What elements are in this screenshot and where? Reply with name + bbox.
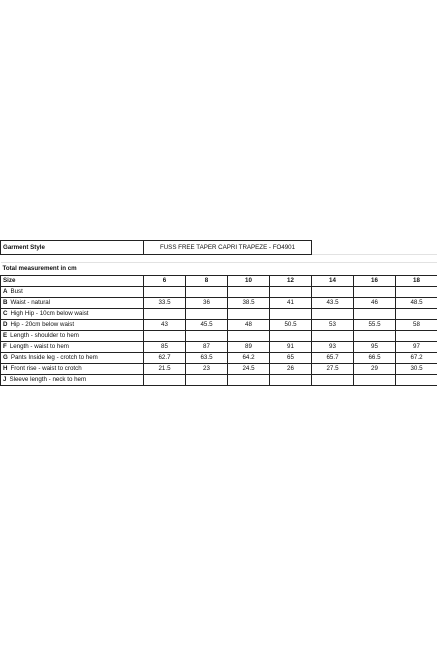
measurement-value: 64.2 (228, 352, 270, 363)
measurement-value: 41 (270, 297, 312, 308)
measurement-name: Waist - natural (10, 299, 51, 306)
measurement-value: 85 (144, 341, 186, 352)
measurement-value: 30.5 (396, 363, 437, 374)
size-header-cell: 14 (312, 275, 354, 286)
measurement-value (396, 286, 437, 297)
measurement-value: 24.5 (228, 363, 270, 374)
measurement-value: 48.5 (396, 297, 437, 308)
measurement-value (354, 308, 396, 319)
measurement-value: 33.5 (144, 297, 186, 308)
measurement-value: 93 (312, 341, 354, 352)
measurement-value (396, 330, 437, 341)
measurement-value (186, 330, 228, 341)
measurement-label (1, 297, 144, 308)
measurement-value (396, 308, 437, 319)
measurement-name: Pants Inside leg - crotch to hem (10, 354, 98, 361)
size-header-row (1, 275, 437, 286)
table-row (1, 330, 437, 341)
measurement-label (1, 363, 144, 374)
measurement-value: 65 (270, 352, 312, 363)
measurement-value (186, 374, 228, 385)
garment-style-value: FUSS FREE TAPER CAPRI TRAPEZE - FO4901 (144, 241, 312, 255)
measurement-value (228, 374, 270, 385)
section-title: Total measurement in cm (2, 265, 77, 273)
measurement-table (0, 275, 437, 386)
measurement-value: 53 (312, 319, 354, 330)
table-row (1, 352, 437, 363)
measurement-letter: G (3, 354, 8, 361)
measurement-value: 62.7 (144, 352, 186, 363)
measurement-letter: C (3, 310, 8, 317)
measurement-letter: H (3, 365, 8, 372)
measurement-label (1, 286, 144, 297)
measurement-rows (1, 286, 437, 385)
measurement-value: 65.7 (312, 352, 354, 363)
table-row (1, 308, 437, 319)
measurement-label (1, 319, 144, 330)
garment-style-row (1, 241, 437, 255)
measurement-letter: B (3, 299, 8, 306)
measurement-value: 38.5 (228, 297, 270, 308)
garment-style-table (0, 240, 437, 275)
table-row (1, 286, 437, 297)
measurement-value: 26 (270, 363, 312, 374)
measurement-value: 58 (396, 319, 437, 330)
measurement-letter: E (3, 332, 8, 339)
section-title-row (1, 263, 437, 275)
table-row (1, 374, 437, 385)
measurement-value: 89 (228, 341, 270, 352)
table-row (1, 319, 437, 330)
measurement-value: 67.2 (396, 352, 437, 363)
size-header-cell: 8 (186, 275, 228, 286)
measurement-value (312, 330, 354, 341)
size-header-cell: 16 (354, 275, 396, 286)
measurement-value (312, 286, 354, 297)
measurement-value: 66.5 (354, 352, 396, 363)
measurement-value: 43.5 (312, 297, 354, 308)
measurement-value (270, 374, 312, 385)
measurement-value (312, 308, 354, 319)
measurement-name: Bust (10, 288, 23, 295)
size-header-label: Size (1, 275, 144, 286)
measurement-value (144, 308, 186, 319)
measurement-value (354, 374, 396, 385)
measurement-letter: F (3, 343, 7, 350)
measurement-value: 23 (186, 363, 228, 374)
measurement-name: Length - shoulder to hem (10, 332, 79, 339)
measurement-value: 50.5 (270, 319, 312, 330)
measurement-value (354, 286, 396, 297)
size-header-cell: 10 (228, 275, 270, 286)
table-row (1, 363, 437, 374)
measurement-value: 97 (396, 341, 437, 352)
measurement-value (228, 308, 270, 319)
measurement-label (1, 341, 144, 352)
measurement-value (186, 286, 228, 297)
measurement-name: Front rise - waist to crotch (10, 365, 82, 372)
measurement-value: 46 (354, 297, 396, 308)
measurement-value: 95 (354, 341, 396, 352)
measurement-name: High Hip - 10cm below waist (10, 310, 89, 317)
measurement-value (270, 330, 312, 341)
measurement-name: Sleeve length - neck to hem (9, 376, 87, 383)
measurement-label (1, 330, 144, 341)
garment-style-label: Garment Style (1, 241, 144, 255)
measurement-value (270, 286, 312, 297)
table-row (1, 297, 437, 308)
measurement-letter: D (3, 321, 8, 328)
measurement-value (396, 374, 437, 385)
measurement-value: 29 (354, 363, 396, 374)
measurement-value: 91 (270, 341, 312, 352)
measurement-value: 36 (186, 297, 228, 308)
measurement-label (1, 308, 144, 319)
measurement-label (1, 352, 144, 363)
measurement-value (270, 308, 312, 319)
table-row (1, 341, 437, 352)
size-chart-sheet (0, 240, 437, 386)
measurement-value (312, 374, 354, 385)
measurement-value (228, 330, 270, 341)
measurement-value: 55.5 (354, 319, 396, 330)
measurement-value: 63.5 (186, 352, 228, 363)
measurement-value: 27.5 (312, 363, 354, 374)
measurement-letter: A (3, 288, 8, 295)
measurement-name: Hip - 20cm below waist (10, 321, 75, 328)
measurement-value: 21.5 (144, 363, 186, 374)
measurement-value (144, 330, 186, 341)
size-header-cell: 12 (270, 275, 312, 286)
measurement-value (144, 374, 186, 385)
measurement-value (228, 286, 270, 297)
measurement-value: 43 (144, 319, 186, 330)
measurement-value (144, 286, 186, 297)
measurement-letter: J (3, 376, 7, 383)
measurement-value: 45.5 (186, 319, 228, 330)
measurement-value: 48 (228, 319, 270, 330)
size-header-cell: 18 (396, 275, 437, 286)
measurement-name: Length - waist to hem (9, 343, 69, 350)
size-header-cell: 6 (144, 275, 186, 286)
measurement-value (186, 308, 228, 319)
measurement-value: 87 (186, 341, 228, 352)
measurement-label (1, 374, 144, 385)
measurement-value (354, 330, 396, 341)
